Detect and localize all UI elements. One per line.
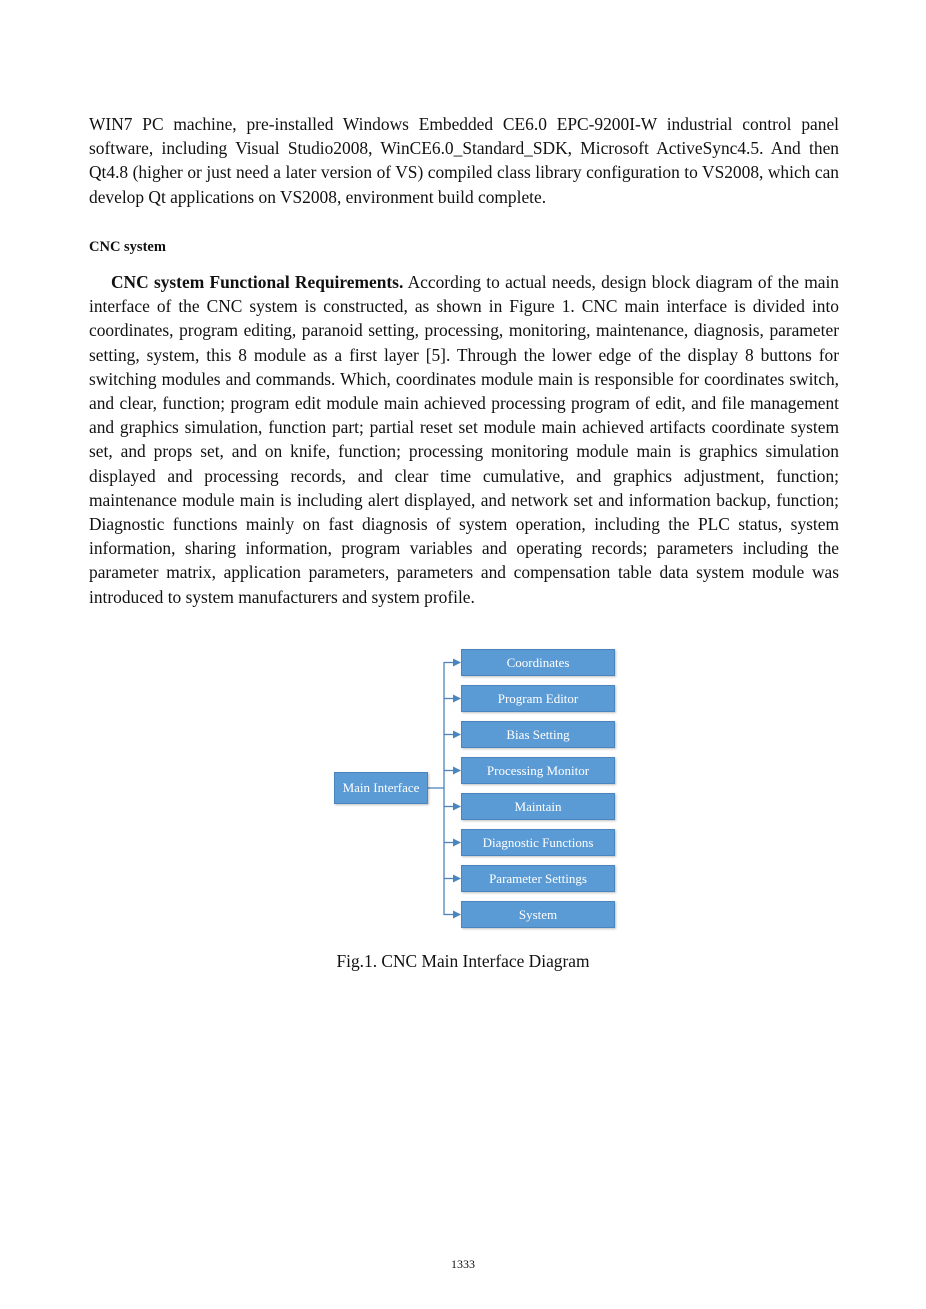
module-box-program-editor: Program Editor: [461, 685, 615, 712]
module-box-diagnostic-functions: Diagnostic Functions: [461, 829, 615, 856]
section-heading: CNC system: [89, 239, 166, 255]
module-box-parameter-settings: Parameter Settings: [461, 865, 615, 892]
module-box-system: System: [461, 901, 615, 928]
figure-caption: Fig.1. CNC Main Interface Diagram: [336, 951, 590, 971]
main-interface-diagram: [330, 645, 620, 935]
page-number: 1333: [451, 1257, 475, 1271]
module-box-coordinates: Coordinates: [461, 649, 615, 676]
module-box-processing-monitor: Processing Monitor: [461, 757, 615, 784]
module-box-maintain: Maintain: [461, 793, 615, 820]
paragraph-text: According to actual needs, design block diagram of the main interface of the CNC system is constructed, as shown in Figure 1. CNC main interface is divided into coordinates, program editing, paranoid setting, processing, monitoring, maintenance, diagnosis, parameter setting, system, this 8 module as a first layer [5]. Through the lower edge of the display 8 buttons for switching modules and commands. Which, coordinates module main is responsible for coordinates switch, and clear, function; program edit module main achieved processing program of edit, and file management and graphics simulation, function part; partial reset set module main achieved artifacts coordinate system set, and props set, and on knife, function; processing monitoring module main is graphics simulation displayed and processing records, and clear time cumulative, and graphics adjustment, function; maintenance module main is including alert displayed, and network set and information backup, function; Diagnostic functions mainly on fast diagnosis of system operation, including the PLC status, system information, sharing information, program variables and operating records; parameters including the parameter matrix, application parameters, parameters and compensation table data system module was introduced to system manufacturers and system profile.: [89, 272, 839, 607]
paragraph-lead: CNC system Functional Requirements.: [111, 272, 404, 292]
body-paragraph: [89, 270, 839, 609]
main-interface-box: Main Interface: [334, 772, 428, 804]
intro-paragraph: WIN7 PC machine, pre-installed Windows Embedded CE6.0 EPC-9200I-W industrial control panel software, including Visual Studio2008, WinCE6.0_Standard_SDK, Microsoft ActiveSync4.5. And then Qt4.8 (higher or just need a later version of VS) compiled class library configuration to VS2008, which can develop Qt applications on VS2008, environment build complete.: [89, 114, 839, 207]
module-box-bias-setting: Bias Setting: [461, 721, 615, 748]
